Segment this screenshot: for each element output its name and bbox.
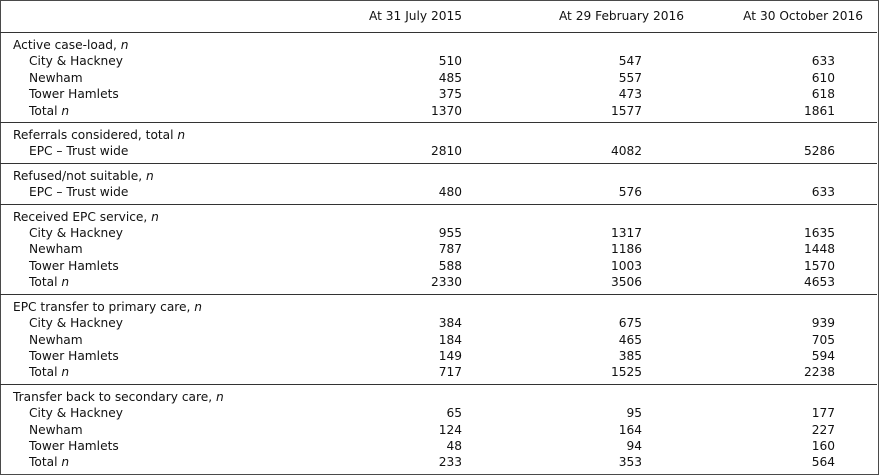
value-cell: 939 (811, 316, 835, 331)
value-cell: 2330 (312, 274, 462, 294)
value-cell: 177 (811, 406, 835, 421)
empty-cell (684, 123, 877, 144)
section-title-row (0, 294, 877, 315)
value-cell: 227 (811, 422, 835, 437)
value-cell: 633 (811, 54, 835, 69)
empty-cell (312, 123, 462, 144)
header-label-cell (0, 0, 312, 33)
row-label-text: Tower Hamlets (29, 87, 119, 102)
value-cell: 5286 (684, 143, 877, 163)
empty-cell (312, 33, 462, 54)
value-cell: 384 (438, 316, 462, 331)
row-label (0, 86, 312, 102)
empty-cell (462, 294, 684, 315)
value-cell: 594 (811, 348, 835, 363)
value-cell: 557 (618, 70, 642, 85)
row-label (0, 184, 312, 204)
row-label-text: City & Hackney (29, 316, 123, 331)
row-label (0, 454, 312, 473)
table-row (0, 241, 877, 257)
value-cell: 564 (811, 455, 835, 470)
empty-cell (312, 204, 462, 225)
section-title-unit: n (120, 38, 129, 52)
section-title-unit: n (216, 389, 224, 404)
value-cell: 160 (811, 438, 835, 453)
section-title-row (0, 123, 877, 144)
table-row (0, 70, 877, 86)
row-label-text: Newham (29, 242, 83, 257)
value-cell: 1570 (803, 258, 835, 273)
table-row (0, 405, 877, 421)
value-cell: 618 (811, 87, 835, 102)
value-cell: 955 (438, 226, 462, 241)
value-cell: 2810 (312, 143, 462, 163)
value-cell: 124 (438, 422, 462, 437)
table-row (0, 438, 877, 454)
value-cell: 787 (438, 242, 462, 257)
table-row (0, 184, 877, 204)
row-label-text: City & Hackney (29, 54, 123, 69)
value-cell: 95 (626, 406, 642, 421)
row-label (0, 258, 312, 274)
value-cell: 576 (462, 184, 684, 204)
table-row (0, 364, 877, 384)
value-cell: 149 (438, 348, 462, 363)
row-label-text: Newham (29, 332, 83, 347)
table-row (0, 258, 877, 274)
empty-cell (462, 33, 684, 54)
row-label (0, 315, 312, 331)
section-title (0, 204, 312, 225)
empty-cell (312, 294, 462, 315)
table-row (0, 332, 877, 348)
row-label-text: EPC – Trust wide (29, 144, 129, 159)
table-row (0, 454, 877, 473)
value-cell: 717 (312, 364, 462, 384)
value-cell: 4653 (684, 274, 877, 294)
value-cell: 485 (438, 70, 462, 85)
section-title (0, 163, 312, 184)
value-cell: 480 (312, 184, 462, 204)
table-row (0, 348, 877, 364)
row-label-text: Total (29, 103, 58, 118)
row-label-text: Tower Hamlets (29, 438, 119, 453)
row-label-text: Total (29, 455, 58, 470)
section-title-row (0, 33, 877, 54)
row-label-unit: n (61, 103, 70, 118)
row-label-unit: n (61, 365, 70, 380)
section-title-text: Transfer back to secondary care, (13, 389, 213, 404)
section-title (0, 384, 312, 405)
empty-cell (462, 204, 684, 225)
value-cell: 610 (811, 70, 835, 85)
table-row (0, 143, 877, 163)
value-cell: 1577 (462, 103, 684, 123)
header-row (0, 0, 877, 33)
section-title-unit: n (146, 168, 154, 183)
empty-cell (462, 123, 684, 144)
section-title-text: Refused/not suitable, (13, 168, 143, 183)
row-label-text: City & Hackney (29, 406, 123, 421)
value-cell: 633 (684, 184, 877, 204)
section-title-text: Referrals considered, total (13, 128, 174, 143)
value-cell: 233 (438, 455, 462, 470)
section-title (0, 294, 312, 315)
header-july-2015: At 31 July 2015 (312, 0, 462, 33)
row-label (0, 332, 312, 348)
row-label-text: City & Hackney (29, 226, 123, 241)
row-label (0, 225, 312, 241)
empty-cell (684, 163, 877, 184)
row-label (0, 422, 312, 438)
empty-cell (684, 204, 877, 225)
row-label (0, 348, 312, 364)
value-cell: 65 (446, 406, 462, 421)
value-cell: 164 (618, 422, 642, 437)
empty-cell (462, 384, 684, 405)
section-title (0, 123, 312, 144)
row-label-unit: n (61, 455, 70, 470)
row-label (0, 241, 312, 257)
value-cell: 675 (618, 316, 642, 331)
row-label-text: Tower Hamlets (29, 258, 119, 273)
value-cell: 1317 (610, 226, 642, 241)
value-cell: 1003 (610, 258, 642, 273)
section-title-unit: n (194, 299, 203, 314)
value-cell: 3506 (462, 274, 684, 294)
empty-cell (312, 384, 462, 405)
value-cell: 705 (811, 332, 835, 347)
empty-cell (684, 33, 877, 54)
value-cell: 2238 (684, 364, 877, 384)
row-label-text: Newham (29, 422, 83, 437)
table-row (0, 315, 877, 331)
value-cell: 473 (618, 87, 642, 102)
section-title-text: Active case-load, (13, 38, 117, 52)
header-oct-2016: At 30 October 2016 (684, 0, 877, 33)
value-cell: 4082 (462, 143, 684, 163)
value-cell: 1186 (610, 242, 642, 257)
table-row (0, 103, 877, 123)
row-label-text: Total (29, 365, 58, 380)
value-cell: 184 (438, 332, 462, 347)
value-cell: 1525 (462, 364, 684, 384)
section-title (0, 33, 312, 54)
section-title-unit: n (177, 128, 186, 143)
section-title-unit: n (151, 209, 159, 224)
row-label-text: Tower Hamlets (29, 348, 119, 363)
empty-cell (312, 163, 462, 184)
value-cell: 465 (618, 332, 642, 347)
row-label-text: Total (29, 275, 58, 290)
row-label-text: Newham (29, 70, 83, 85)
value-cell: 588 (438, 258, 462, 273)
row-label (0, 70, 312, 86)
value-cell: 547 (618, 54, 642, 69)
row-label (0, 274, 312, 294)
value-cell: 353 (618, 455, 642, 470)
row-label (0, 143, 312, 163)
table-row (0, 422, 877, 438)
value-cell: 1370 (312, 103, 462, 123)
section-title-row (0, 384, 877, 405)
row-label (0, 364, 312, 384)
table-header (0, 0, 877, 33)
section-title-text: Received EPC service, (13, 209, 148, 224)
table-body (0, 33, 877, 474)
value-cell: 94 (626, 438, 642, 453)
value-cell: 48 (446, 438, 462, 453)
value-cell: 1861 (684, 103, 877, 123)
section-title-text: EPC transfer to primary care, (13, 299, 191, 314)
section-title-row (0, 163, 877, 184)
row-label-text: EPC – Trust wide (29, 185, 129, 200)
row-label (0, 103, 312, 123)
empty-cell (684, 294, 877, 315)
table-row (0, 225, 877, 241)
table-row (0, 53, 877, 69)
value-cell: 510 (438, 54, 462, 69)
value-cell: 1635 (803, 226, 835, 241)
row-label (0, 438, 312, 454)
empty-cell (684, 384, 877, 405)
value-cell: 375 (438, 87, 462, 102)
row-label (0, 53, 312, 69)
row-label-unit: n (61, 275, 70, 290)
empty-cell (462, 163, 684, 184)
header-feb-2016: At 29 February 2016 (462, 0, 684, 33)
table-row (0, 86, 877, 102)
section-title-row (0, 204, 877, 225)
value-cell: 1448 (803, 242, 835, 257)
table-row (0, 274, 877, 294)
value-cell: 385 (618, 348, 642, 363)
row-label (0, 405, 312, 421)
